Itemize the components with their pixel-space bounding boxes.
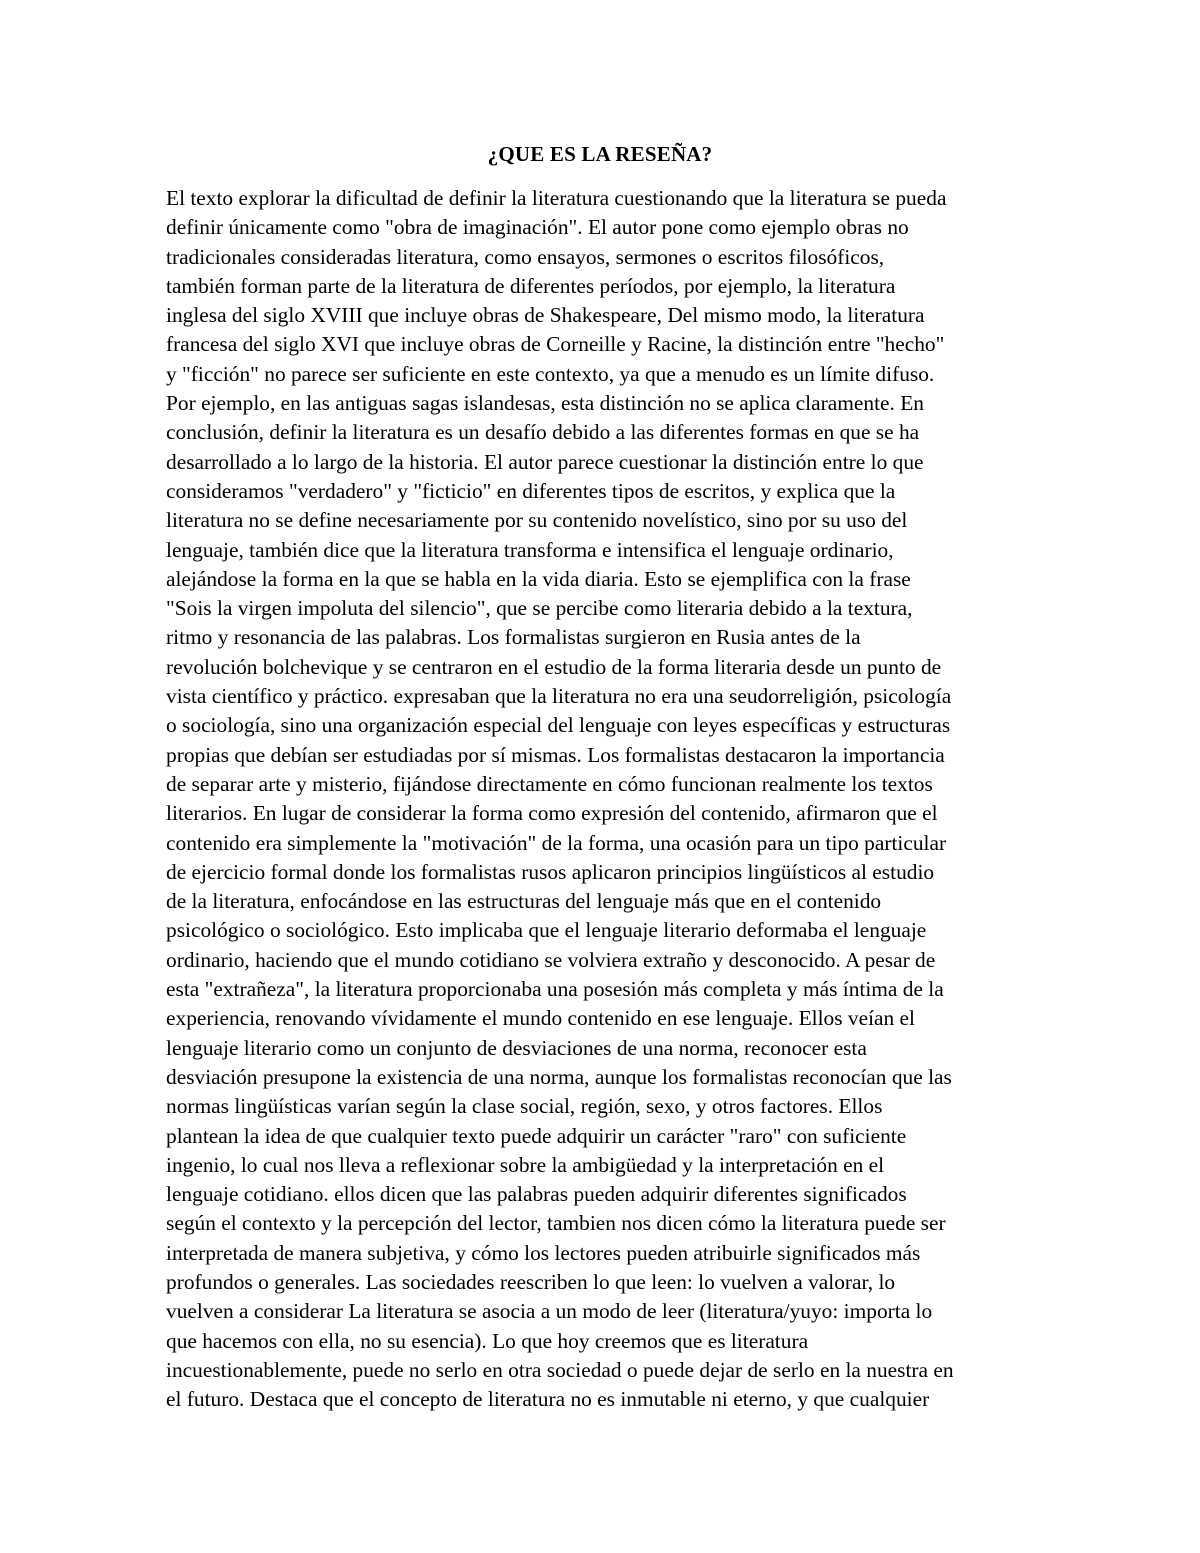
text-line: psicológico o sociológico. Esto implicaba que el lenguaje literario deformaba el lenguaje	[166, 918, 927, 943]
text-line: lenguaje literario como un conjunto de desviaciones de una norma, reconocer esta	[166, 1035, 867, 1060]
text-line: ordinario, haciendo que el mundo cotidiano se volviera extraño y desconocido. A pesar de	[166, 947, 936, 972]
text-line: profundos o generales. Las sociedades reescriben lo que leen: lo vuelven a valorar, lo	[166, 1269, 896, 1294]
text-line: y "ficción" no parece ser suficiente en este contexto, ya que a menudo es un límite difuso.	[166, 361, 935, 386]
text-line: vuelven a considerar La literatura se asocia a un modo de leer (literatura/yuyo: importa lo	[166, 1299, 933, 1324]
text-line: El texto explorar la dificultad de definir la literatura cuestionando que la literatura se pueda	[166, 186, 947, 210]
text-line: lenguaje, también dice que la literatura transforma e intensifica el lenguaje ordinario,	[166, 537, 894, 562]
text-line: definir únicamente como "obra de imaginación". El autor pone como ejemplo obras no	[166, 215, 909, 240]
text-line: el futuro. Destaca que el concepto de literatura no es inmutable ni eterno, y que cualquier	[166, 1387, 930, 1412]
text-line: alejándose la forma en la que se habla en la vida diaria. Esto se ejemplifica con la frase	[166, 566, 911, 591]
text-line: normas lingüísticas varían según la clase social, región, sexo, y otros factores. Ellos	[166, 1094, 883, 1119]
text-line: revolución bolchevique y se centraron en el estudio de la forma literaria desde un punto de	[166, 654, 942, 679]
text-line: vista científico y práctico. expresaban que la literatura no era una seudorreligión, psicología	[166, 684, 952, 709]
text-line: desarrollado a lo largo de la historia. El autor parece cuestionar la distinción entre lo que	[166, 449, 924, 474]
text-line: contenido era simplemente la "motivación" de la forma, una ocasión para un tipo particular	[166, 830, 947, 855]
text-line: Por ejemplo, en las antiguas sagas islandesas, esta distinción no se aplica claramente. En	[166, 391, 924, 416]
text-line: inglesa del siglo XVIII que incluye obras de Shakespeare, Del mismo modo, la literatura	[166, 303, 925, 328]
text-line: según el contexto y la percepción del lector, tambien nos dicen cómo la literatura puede ser	[166, 1211, 946, 1236]
text-line: interpretada de manera subjetiva, y cómo los lectores pueden atribuirle significados más	[166, 1240, 921, 1265]
text-line: esta "extrañeza", la literatura proporcionaba una posesión más completa y más íntima de la	[166, 977, 944, 1002]
text-line: ritmo y resonancia de las palabras. Los formalistas surgieron en Rusia antes de la	[166, 625, 861, 650]
text-line: tradicionales consideradas literatura, como ensayos, sermones o escritos filosóficos,	[166, 244, 885, 269]
text-line: de la literatura, enfocándose en las estructuras del lenguaje más que en el contenido	[166, 889, 882, 914]
text-line: francesa del siglo XVI que incluye obras de Corneille y Racine, la distinción entre "hecho"	[166, 332, 945, 357]
text-line: desviación presupone la existencia de una norma, aunque los formalistas reconocían que las	[166, 1064, 952, 1089]
text-line: experiencia, renovando vívidamente el mundo contenido en ese lenguaje. Ellos veían el	[166, 1006, 915, 1031]
text-line: o sociología, sino una organización especial del lenguaje con leyes específicas y estructuras	[166, 713, 951, 738]
page-title: ¿QUE ES LA RESEÑA?	[487, 142, 713, 166]
text-line: que hacemos con ella, no su esencia). Lo que hoy creemos que es literatura	[166, 1328, 809, 1353]
text-line: plantean la idea de que cualquier texto puede adquirir un carácter "raro" con suficiente	[166, 1123, 907, 1148]
text-line: ingenio, lo cual nos lleva a reflexionar sobre la ambigüedad y la interpretación en el	[166, 1152, 885, 1177]
text-line: consideramos "verdadero" y "ficticio" en diferentes tipos de escritos, y explica que la	[166, 478, 896, 503]
text-line: literatura no se define necesariamente por su contenido novelístico, sino por su uso del	[166, 508, 908, 533]
text-line: propias que debían ser estudiadas por sí mismas. Los formalistas destacaron la importancia	[166, 742, 945, 767]
text-line: incuestionablemente, puede no serlo en otra sociedad o puede dejar de serlo en la nuestra en	[166, 1357, 954, 1382]
text-line: también forman parte de la literatura de diferentes períodos, por ejemplo, la literatura	[166, 273, 896, 298]
text-line: de separar arte y misterio, fijándose directamente en cómo funcionan realmente los textos	[166, 771, 933, 796]
body-paragraph	[166, 184, 1046, 1414]
text-line: "Sois la virgen impoluta del silencio", que se percibe como literaria debido a la textura,	[166, 596, 913, 621]
text-line: lenguaje cotidiano. ellos dicen que las palabras pueden adquirir diferentes significados	[166, 1182, 907, 1207]
text-line: de ejercicio formal donde los formalistas rusos aplicaron principios lingüísticos al estudio	[166, 859, 935, 884]
text-line: literarios. En lugar de considerar la forma como expresión del contenido, afirmaron que el	[166, 801, 938, 826]
text-line: conclusión, definir la literatura es un desafío debido a las diferentes formas en que se ha	[166, 420, 920, 445]
